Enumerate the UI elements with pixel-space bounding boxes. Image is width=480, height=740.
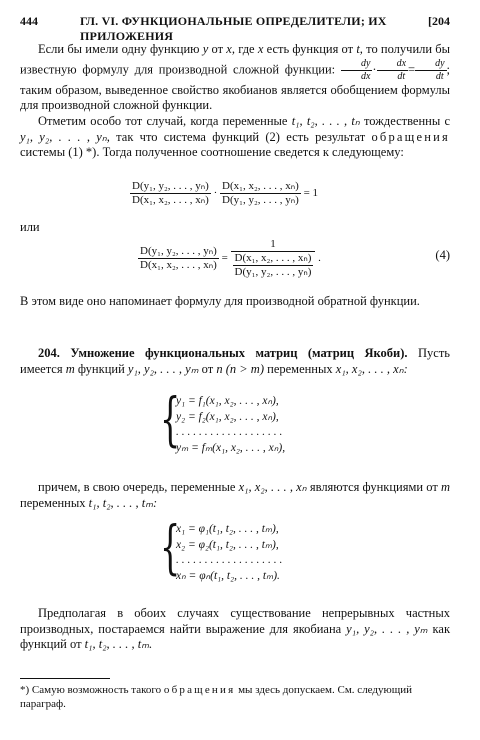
equation-4: $\frac{\text{D(y₁, y₂, . . . , yₙ)}}{\text{D(x₁, x₂, . . . , xₙ)}}$ = $\frac{1}{\frac{\text{D(x₁, x₂, . . . , xₙ)}}{\text{D(y₁, y₂, . . . , yₙ)}}}$ .: [140, 238, 321, 278]
footnote-rule: [20, 678, 110, 679]
paragraph-4: причем, в свою очередь, переменные x₁, x₂, . . . , xₙ являются функциями от m переменных t₁, t₂, . . . , tₘ:: [20, 480, 450, 510]
section-204-heading: 204. Умножение функциональных матриц (матриц Якоби).: [38, 346, 408, 360]
paragraph-5: Предполагая в обоих случаях существование непрерывных частных производных, постараемся найти выражение для якобиана y₁, y₂, . . . , yₘ как функций от t₁, t₂, . . . , tₘ.: [20, 606, 451, 651]
system-x-of-t: x₁ = φ₁(t₁, t₂, . . . , tₘ), x₂ = φ₂(t₁, t₂, . . . , tₘ), . . . . . . . . . . . . . . . . . . . xₙ = φₙ(t₁, t₂, . . . , tₘ).: [176, 523, 283, 582]
section-marker: [204: [428, 14, 450, 28]
left-brace: {: [160, 513, 181, 581]
page-number: 444: [20, 14, 38, 28]
left-brace: {: [160, 385, 181, 453]
equation-number-4: (4): [435, 248, 450, 262]
paragraph-2: Отметим особо тот случай, когда переменные t₁, t₂, . . . , tₙ тождественны с y₁, y₂, . . . , yₙ, так что система функций (2) есть результат обращения системы (1) *). Тогда полученное соотношение сведется к следующему:: [20, 114, 451, 159]
footnote: *) Самую возможность такого обращения мы здесь допускаем. См. следующий параграф.: [20, 684, 412, 710]
system-y-of-x: y₁ = f₁(x₁, x₂, . . . , xₙ), y₂ = f₂(x₁, x₂, . . . , xₙ), . . . . . . . . . . . . . . . . . . . yₘ = fₘ(x₁, x₂, . . . , xₙ),: [176, 395, 286, 454]
fraction-dy-dx: $\frac{dy}{dx}$: [341, 58, 372, 83]
fraction-dy-dt: $\frac{dy}{dt}$: [415, 58, 446, 83]
equation-product-of-jacobians: $\frac{\text{D(y₁, y₂, . . . , yₙ)}}{\text{D(x₁, x₂, . . . , xₙ)}}$ · $\frac{\text{D(x₁, x₂, . . . , xₙ)}}{\text{D(y₁, y₂, . . . , yₙ)}}$ = 1: [132, 180, 319, 206]
fraction-dx-dt: $\frac{dx}{dt}$: [377, 58, 408, 83]
word-or: или: [20, 220, 40, 234]
section-204-intro: 204. Умножение функциональных матриц (матриц Якоби). Пусть имеется m функций y₁, y₂, . . . , yₘ от n (n > m) переменных x₁, x₂, . . . , xₙ:: [20, 346, 450, 376]
paragraph-3: В этом виде оно напоминает формулу для производной обратной функции.: [20, 294, 420, 308]
paragraph-1: Если бы имели одну функцию y от x, где x есть функция от t, то получили бы известную формулу для производной сложной функции: $\frac{dy}{dx}$ · $\frac{dx}{dt}$ = $\frac{dy}{dt}$ ; таким образом, выведенное свойство якобианов является обобщением формулы для производной сложной функции.: [20, 42, 451, 112]
running-title: ГЛ. VI. ФУНКЦИОНАЛЬНЫЕ ОПРЕДЕЛИТЕЛИ; ИХ ПРИЛОЖЕНИЯ: [80, 14, 387, 43]
